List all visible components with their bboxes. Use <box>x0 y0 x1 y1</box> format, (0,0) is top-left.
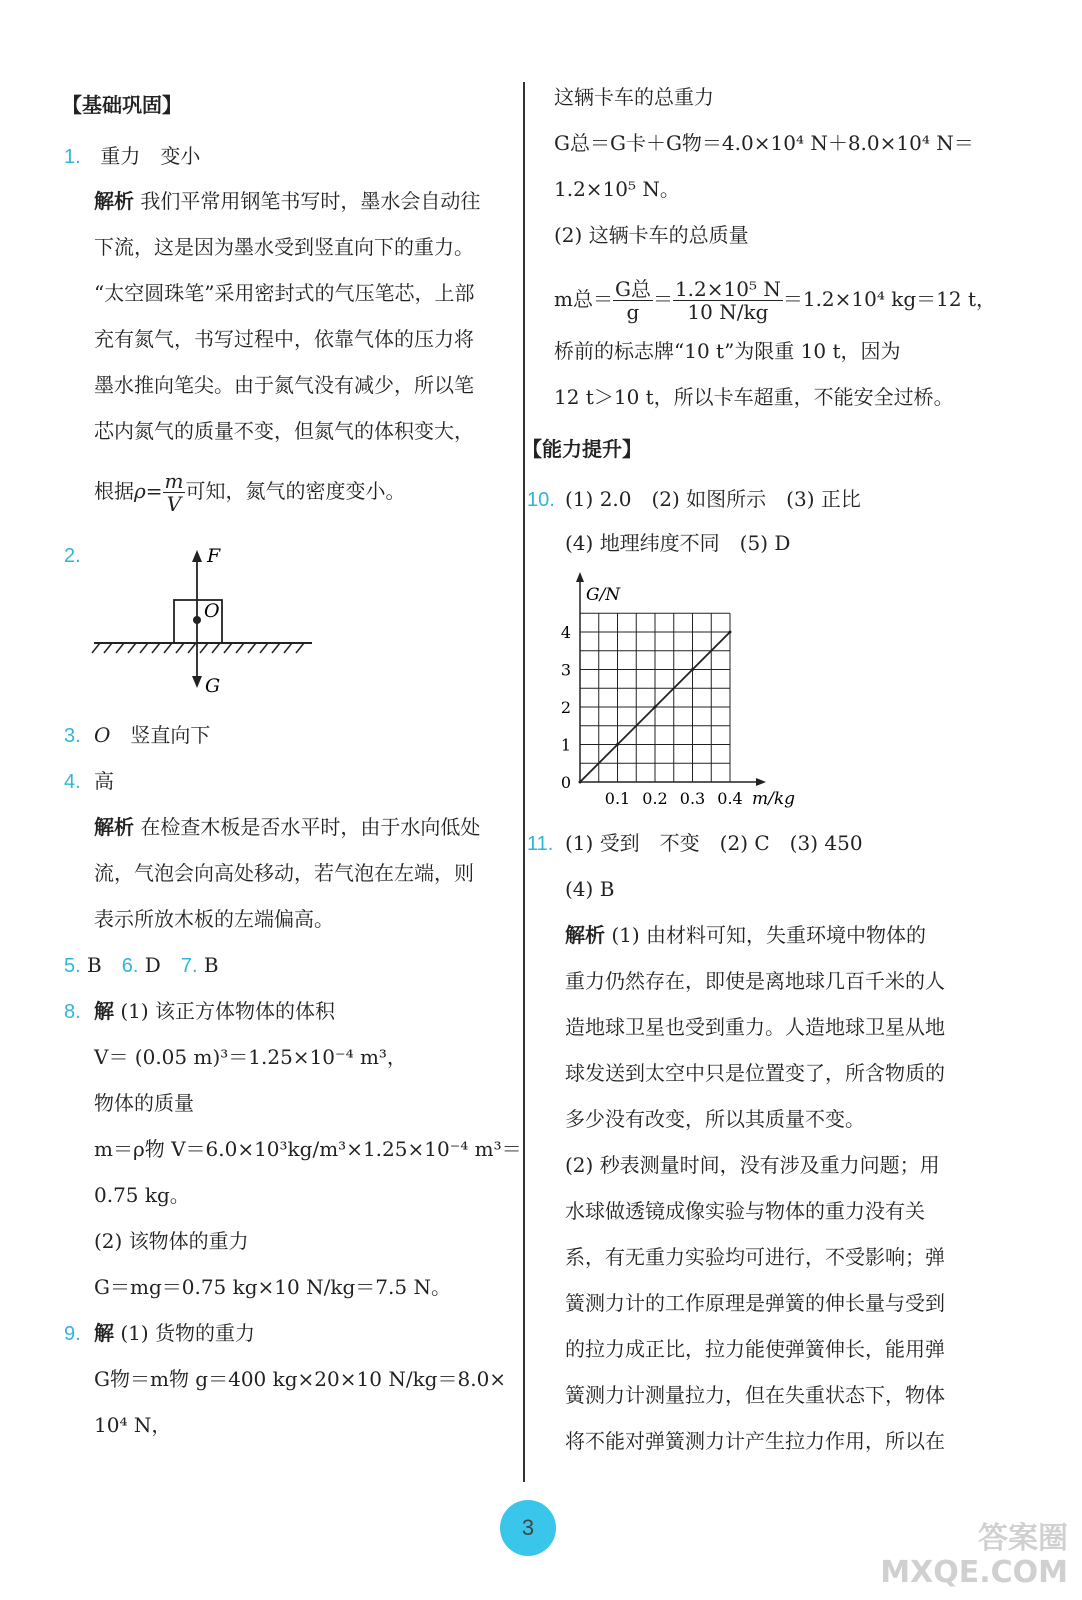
q11-l4: 重力仍然存在，即使是离地球几百千米的人 <box>565 969 945 993</box>
q9-line <box>64 1320 255 1347</box>
data-point <box>579 781 582 784</box>
watermark <box>880 1522 1068 1590</box>
data-point <box>691 668 694 671</box>
y-axis-label: G/N <box>586 585 621 605</box>
q11-l14: 将不能对弹簧测力计产生拉力作用，所以在 <box>565 1429 945 1453</box>
q5-answer: B <box>87 953 102 977</box>
r1: 这辆卡车的总重力 <box>554 85 714 109</box>
x-axis-label: m/kg <box>752 789 796 809</box>
fraction-values <box>673 278 783 323</box>
q4-number: 4. <box>64 771 81 793</box>
x-tick-label: 0.2 <box>642 789 668 808</box>
r4: (2) 这辆卡车的总质量 <box>554 223 749 247</box>
q11-l3 <box>565 922 926 948</box>
q9-number: 9. <box>64 1323 81 1345</box>
q1-analysis-l1 <box>94 188 480 214</box>
q9-l2: G物＝m物 g＝400 kg×20×10 N/kg＝8.0× <box>94 1367 507 1391</box>
q1-answer: 重力 变小 <box>100 144 201 168</box>
g-m-chart <box>556 570 816 815</box>
r2: G总＝G卡＋G物＝4.0×10⁴ N＋8.0×10⁴ N＝ <box>554 131 974 155</box>
q3-line <box>64 722 210 749</box>
column-divider <box>523 82 525 1482</box>
q8-l3: 物体的质量 <box>94 1091 194 1115</box>
q10-line2: (4) 地理纬度不同 (5) D <box>565 531 791 555</box>
q11-l9: 水球做透镜成像实验与物体的重力没有关 <box>565 1199 925 1223</box>
q9-l3: 10⁴ N， <box>94 1413 172 1437</box>
ground-hatching <box>92 643 304 653</box>
y-axis-arrow <box>576 572 584 582</box>
q1-text: 根据 <box>94 479 134 503</box>
solution-label: 解 <box>94 999 114 1023</box>
q1-analysis-l6: 芯内氮气的质量不变，但氮气的体积变大， <box>94 419 474 443</box>
frac-den: 10 N/kg <box>687 300 769 324</box>
q8-l5: 0.75 kg。 <box>94 1183 190 1207</box>
watermark-line2: MXQE.COM <box>880 1555 1068 1590</box>
q11-line2: (4) B <box>565 877 615 901</box>
force-diagram <box>90 540 320 700</box>
data-point <box>616 743 619 746</box>
arrowhead-down <box>192 676 202 688</box>
page-number: 3 <box>500 1500 556 1556</box>
fraction-g-total <box>613 278 653 323</box>
r6: 桥前的标志牌“10 t”为限重 10 t，因为 <box>554 339 901 363</box>
frac-den: g <box>626 300 640 324</box>
q11-l5: 造地球卫星也受到重力。人造地球卫星从地 <box>565 1015 945 1039</box>
q11-number: 11. <box>527 833 554 855</box>
r5-mass-equation <box>554 278 996 323</box>
frac-num: 1.2×10⁵ N <box>674 277 781 301</box>
rho-symbol: ρ= <box>134 479 163 503</box>
q4-line <box>64 768 114 795</box>
q11-answer: (1) 受到 不变 (2) C (3) 450 <box>565 831 863 855</box>
q11-l13: 簧测力计测量拉力，但在失重状态下，物体 <box>565 1383 945 1407</box>
q8-l4: m＝ρ物 V＝6.0×10³kg/m³×1.25×10⁻⁴ m³＝ <box>94 1137 522 1161</box>
eq-sign: ＝ <box>652 287 673 311</box>
q1-number: 1. <box>64 146 81 168</box>
section-title-basic: 【基础巩固】 <box>62 93 182 117</box>
q10-line1 <box>527 486 861 513</box>
q11-line1 <box>527 830 863 857</box>
frac-num: G总 <box>614 277 651 301</box>
analysis-label: 解析 <box>94 189 134 213</box>
q1-analysis-l3: “太空圆珠笔”采用密封式的气压笔芯，上部 <box>94 281 475 305</box>
x-tick-label: 0.1 <box>604 789 631 808</box>
q1-analysis-l7 <box>94 470 405 515</box>
x-tick-label: 0.4 <box>717 789 743 808</box>
q4-analysis-l2: 流，气泡会向高处移动，若气泡在左端，则 <box>94 861 474 885</box>
m-over-v-fraction <box>163 470 186 515</box>
q11-text: (1) 由材料可知，失重环境中物体的 <box>611 923 927 947</box>
q1-text: 我们平常用钢笔书写时，墨水会自动往 <box>140 189 481 213</box>
data-point <box>654 706 657 709</box>
q11-l8: (2) 秒表测量时间，没有涉及重力问题；用 <box>565 1153 940 1177</box>
q4-answer: 高 <box>94 769 114 793</box>
q8-text: (1) 该正方体物体的体积 <box>120 999 336 1023</box>
q7-number: 7. <box>180 955 198 977</box>
q8-l6: (2) 该物体的重力 <box>94 1229 249 1253</box>
q11-l11: 簧测力计的工作原理是弹簧的伸长量与受到 <box>565 1291 945 1315</box>
q3-answer: 竖直向下 <box>130 723 211 747</box>
q8-number: 8. <box>64 1001 81 1023</box>
q10-answer: (1) 2.0 (2) 如图所示 (3) 正比 <box>565 487 861 511</box>
q1-analysis-l4: 充有氮气，书写过程中，依靠气体的压力将 <box>94 327 474 351</box>
q4-analysis-l3: 表示所放木板的左端偏高。 <box>94 907 334 931</box>
q9-text: (1) 货物的重力 <box>120 1321 256 1345</box>
q6-number: 6. <box>121 955 139 977</box>
eq-lhs: m总＝ <box>554 287 613 311</box>
r7: 12 t＞10 t，所以卡车超重，不能安全过桥。 <box>554 385 954 409</box>
q1-analysis-l2: 下流，这是因为墨水受到竖直向下的重力。 <box>94 235 474 259</box>
analysis-label: 解析 <box>565 923 605 947</box>
label-G: G <box>205 675 221 697</box>
label-O: O <box>204 600 220 622</box>
y-tick-label: 3 <box>560 660 572 680</box>
q7-answer: B <box>203 953 219 977</box>
x-axis-arrow <box>756 778 766 786</box>
q4-text: 在检查木板是否水平时，由于水向低处 <box>140 815 481 839</box>
q6-answer: D <box>144 953 161 977</box>
q10-number: 10. <box>527 489 555 511</box>
y-tick-label: 4 <box>560 623 572 642</box>
q8-l7: G＝mg＝0.75 kg×10 N/kg＝7.5 N。 <box>94 1275 451 1299</box>
q11-l7: 多少没有改变，所以其质量不变。 <box>565 1107 865 1131</box>
q3-number: 3. <box>64 725 81 747</box>
q4-analysis-l1 <box>94 814 480 840</box>
q5-7-line <box>64 952 219 979</box>
q11-l12: 的拉力成正比，拉力能使弹簧伸长，能用弹 <box>565 1337 945 1361</box>
eq-rhs: ＝1.2×10⁴ kg＝12 t， <box>782 287 996 311</box>
y-tick-label: 2 <box>560 698 572 717</box>
q1-answer-line <box>64 143 200 170</box>
r3: 1.2×10⁵ N。 <box>554 177 680 201</box>
q1-text: 可知，氮气的密度变小。 <box>185 479 406 503</box>
label-F: F <box>207 545 221 567</box>
data-point <box>729 631 732 634</box>
analysis-label: 解析 <box>94 815 134 839</box>
origin-label: 0 <box>560 773 572 792</box>
q11-l6: 球发送到太空中只是位置变了，所含物质的 <box>565 1061 945 1085</box>
q5-number: 5. <box>64 955 81 977</box>
q2-number: 2. <box>64 545 81 567</box>
solution-label: 解 <box>94 1321 114 1345</box>
arrowhead-up <box>192 550 202 562</box>
x-tick-label: 0.3 <box>679 789 706 808</box>
frac-den: V <box>166 492 182 516</box>
frac-num: m <box>164 469 184 493</box>
q11-l10: 系，有无重力实验均可进行，不受影响；弹 <box>565 1245 945 1269</box>
q8-line <box>64 998 335 1025</box>
section-title-ability: 【能力提升】 <box>522 437 642 461</box>
y-tick-label: 1 <box>560 735 572 755</box>
q8-l2: V＝ (0.05 m)³＝1.25×10⁻⁴ m³， <box>94 1045 407 1069</box>
center-point <box>193 616 201 624</box>
watermark-line1: 答案圈 <box>978 1521 1068 1556</box>
q3-answer-o: O <box>94 723 111 747</box>
q1-analysis-l5: 墨水推向笔尖。由于氮气没有减少，所以笔 <box>94 373 474 397</box>
